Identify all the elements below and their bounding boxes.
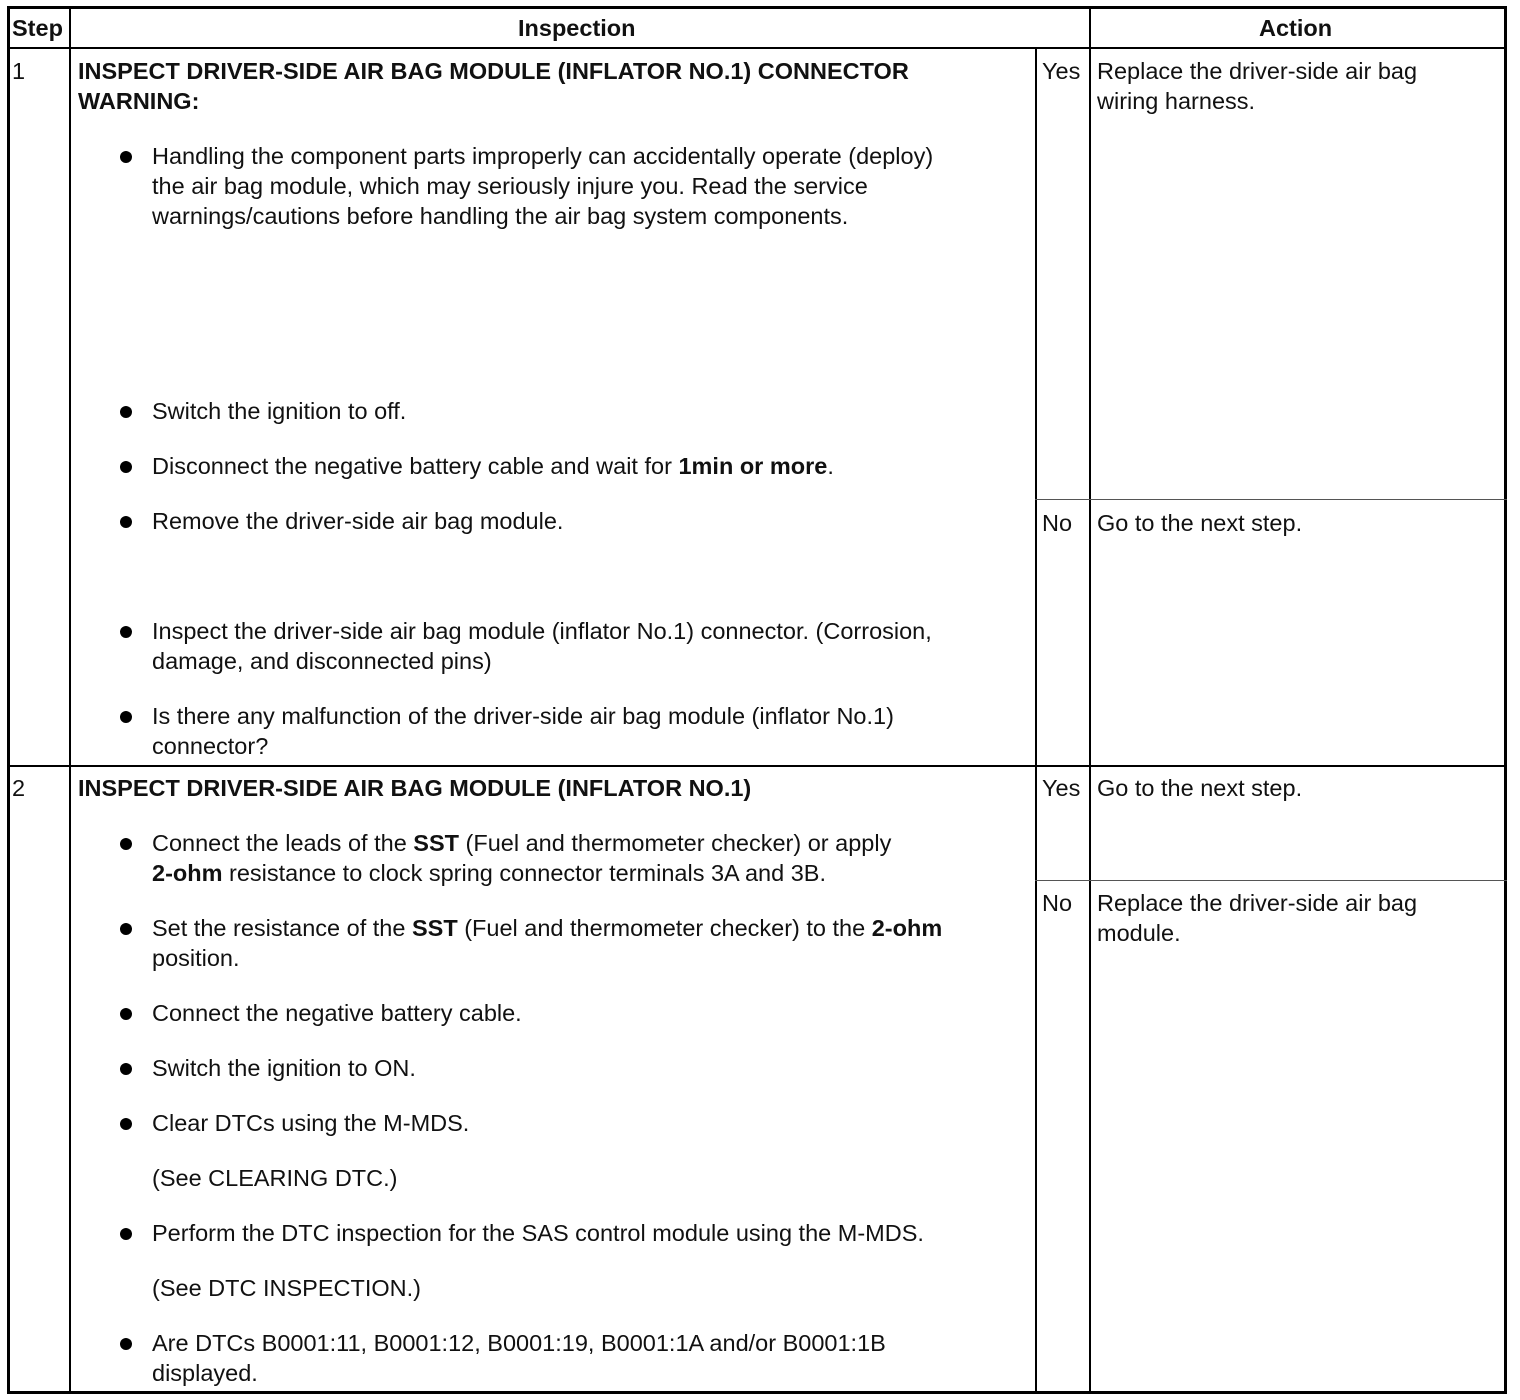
row1-bullet-remove: Remove the driver-side air bag module. <box>152 508 564 534</box>
row2-no-label: No <box>1042 890 1073 916</box>
header-action: Action <box>1259 15 1333 41</box>
row2-yes-action: Go to the next step. <box>1097 775 1303 801</box>
header-inspection: Inspection <box>518 15 636 41</box>
bullet-icon <box>120 1228 132 1240</box>
row2-no-action: module. <box>1097 920 1181 946</box>
row2-bullet-connect-battery: Connect the negative battery cable. <box>152 1000 522 1026</box>
resistance-value: 2-ohm <box>871 915 943 941</box>
row2-no-action: Replace the driver-side air bag <box>1097 890 1418 916</box>
bullet-icon <box>120 626 132 638</box>
bullet-icon <box>120 711 132 723</box>
text: Connect the leads of the <box>152 830 414 856</box>
row1-warning-line: the air bag module, which may seriously injure you. Read the service <box>152 173 868 199</box>
row1-yes-action: Replace the driver-side air bag <box>1097 58 1418 84</box>
row2-bullet-set-resistance-line2: position. <box>152 945 240 971</box>
row1-yes-action: wiring harness. <box>1097 88 1256 114</box>
row1-bullet-inspect: damage, and disconnected pins) <box>152 648 492 674</box>
text: (Fuel and thermometer checker) to the <box>457 915 872 941</box>
row1-step-number: 1 <box>12 58 26 84</box>
row2-bullet-connect-leads-line2 <box>152 858 826 888</box>
bullet-icon <box>120 1063 132 1075</box>
bullet-icon <box>120 406 132 418</box>
row2-bullet-question: displayed. <box>152 1360 258 1386</box>
resistance-value: 2-ohm <box>152 860 223 886</box>
row1-warning-label: WARNING: <box>78 88 200 114</box>
row2-bullet-dtc-inspection: Perform the DTC inspection for the SAS control module using the M-MDS. <box>152 1220 924 1246</box>
row2-bullet-clear-dtcs: Clear DTCs using the M-MDS. <box>152 1110 470 1136</box>
disconnect-end: . <box>827 453 834 479</box>
bullet-icon <box>120 923 132 935</box>
row2-ref-dtc-inspection: (See DTC INSPECTION.) <box>152 1275 421 1301</box>
bullet-icon <box>120 1118 132 1130</box>
row-divider <box>7 765 1507 767</box>
row2-bullet-connect-leads <box>152 828 891 858</box>
text: (Fuel and thermometer checker) or apply <box>459 830 892 856</box>
row2-bullet-set-resistance <box>152 913 942 943</box>
result-column-divider-1 <box>1035 47 1037 767</box>
bullet-icon <box>120 516 132 528</box>
row1-title: INSPECT DRIVER-SIDE AIR BAG MODULE (INFLATOR NO.1) CONNECTOR <box>78 58 909 84</box>
row1-no-action: Go to the next step. <box>1097 510 1303 536</box>
result-column-divider-2 <box>1035 765 1037 1394</box>
action-column-divider <box>1089 6 1091 1394</box>
row2-yes-no-divider <box>1035 880 1507 881</box>
bullet-icon <box>120 151 132 163</box>
text: resistance to clock spring connector terminals 3A and 3B. <box>222 860 826 886</box>
bullet-icon <box>120 838 132 850</box>
row1-yes-label: Yes <box>1042 58 1081 84</box>
row2-ref-clearing-dtc: (See CLEARING DTC.) <box>152 1165 398 1191</box>
row1-warning-line: warnings/cautions before handling the air bag system components. <box>152 203 849 229</box>
row1-yes-no-divider <box>1035 499 1507 500</box>
bullet-icon <box>120 1338 132 1350</box>
row1-bullet-question: Is there any malfunction of the driver-side air bag module (inflator No.1) <box>152 703 894 729</box>
row1-bullet-question: connector? <box>152 733 269 759</box>
wait-time: 1min or more <box>678 453 828 479</box>
row2-step-number: 2 <box>12 775 26 801</box>
row2-bullet-question: Are DTCs B0001:11, B0001:12, B0001:19, B0001:1A and/or B0001:1B <box>152 1330 886 1356</box>
bullet-icon <box>120 1008 132 1020</box>
bullet-icon <box>120 461 132 473</box>
row1-warning-line: Handling the component parts improperly can accidentally operate (deploy) <box>152 143 934 169</box>
disconnect-text: Disconnect the negative battery cable and wait for <box>152 453 679 479</box>
header-divider <box>7 47 1507 49</box>
sst-label: SST <box>411 915 458 941</box>
row2-title: INSPECT DRIVER-SIDE AIR BAG MODULE (INFLATOR NO.1) <box>78 775 752 801</box>
text: Set the resistance of the <box>152 915 412 941</box>
row1-bullet-ignition-off: Switch the ignition to off. <box>152 398 407 424</box>
sst-label: SST <box>413 830 460 856</box>
step-column-divider <box>69 6 71 1394</box>
row2-yes-label: Yes <box>1042 775 1081 801</box>
row1-bullet-inspect: Inspect the driver-side air bag module (inflator No.1) connector. (Corrosion, <box>152 618 932 644</box>
header-step: Step <box>12 15 63 41</box>
row1-no-label: No <box>1042 510 1073 536</box>
row1-bullet-disconnect <box>152 451 834 481</box>
row2-bullet-ignition-on: Switch the ignition to ON. <box>152 1055 416 1081</box>
